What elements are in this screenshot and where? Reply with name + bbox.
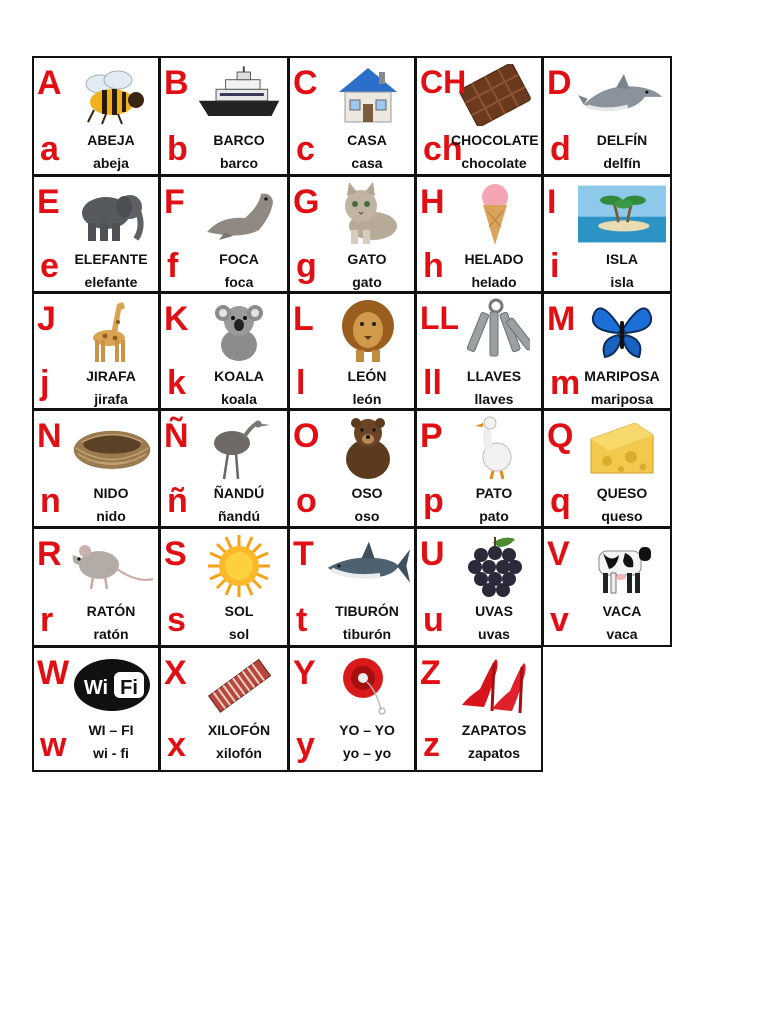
keys-icon xyxy=(451,298,539,364)
word-lowercase: chocolate xyxy=(461,155,527,171)
lowercase-letter: a xyxy=(40,130,59,168)
word-uppercase: TIBURÓN xyxy=(335,603,399,619)
lowercase-letter: v xyxy=(550,601,569,639)
letter-card xyxy=(288,646,416,772)
uppercase-letter: CH xyxy=(420,64,467,100)
word-lowercase: ratón xyxy=(93,626,129,642)
word-uppercase: LLAVES xyxy=(466,368,522,384)
lowercase-letter: m xyxy=(550,364,581,402)
word-lowercase: helado xyxy=(471,274,517,290)
bear-icon xyxy=(324,415,412,481)
word-uppercase: ABEJA xyxy=(87,132,135,148)
island-icon xyxy=(578,181,666,247)
uppercase-letter: V xyxy=(547,535,570,573)
word-lowercase: pato xyxy=(479,508,509,524)
nest-icon xyxy=(68,415,156,481)
lowercase-letter: h xyxy=(423,247,444,285)
shark-icon xyxy=(324,533,412,599)
letter-card xyxy=(288,409,416,528)
uppercase-letter: S xyxy=(164,535,187,573)
word-uppercase: XILOFÓN xyxy=(207,722,271,738)
lowercase-letter: e xyxy=(40,247,59,285)
uppercase-letter: Z xyxy=(420,654,441,692)
word-lowercase: koala xyxy=(221,391,257,407)
word-lowercase: vaca xyxy=(606,626,638,642)
letter-card xyxy=(542,409,672,528)
uppercase-letter: N xyxy=(37,417,62,455)
lowercase-letter: r xyxy=(40,601,54,639)
uppercase-letter: H xyxy=(420,183,445,221)
word-uppercase: BARCO xyxy=(213,132,265,148)
letter-card xyxy=(415,56,543,176)
lowercase-letter: l xyxy=(296,364,306,402)
uppercase-letter: R xyxy=(37,535,62,573)
wifi-logo-text: Wi xyxy=(83,677,109,699)
word-lowercase: oso xyxy=(354,508,380,524)
word-uppercase: GATO xyxy=(347,251,387,267)
letter-card xyxy=(159,646,289,772)
uppercase-letter: B xyxy=(164,64,189,102)
word-uppercase: YO – YO xyxy=(339,722,395,738)
uppercase-letter: Y xyxy=(293,654,316,692)
word-lowercase: delfín xyxy=(603,155,641,171)
letter-card xyxy=(415,409,543,528)
letter-card xyxy=(159,409,289,528)
word-uppercase: MARIPOSA xyxy=(584,368,660,384)
word-uppercase: LEÓN xyxy=(347,368,387,384)
uppercase-letter: Q xyxy=(547,417,574,455)
giraffe-icon xyxy=(68,298,156,364)
word-lowercase: yo – yo xyxy=(342,745,392,761)
word-lowercase: mariposa xyxy=(590,391,654,407)
lowercase-letter: c xyxy=(296,130,315,168)
letter-card xyxy=(288,56,416,176)
lowercase-letter: u xyxy=(423,601,444,639)
letter-card xyxy=(542,292,672,410)
lowercase-letter: j xyxy=(40,364,50,402)
letter-card xyxy=(32,409,160,528)
word-uppercase: SOL xyxy=(224,603,254,619)
cheese-icon xyxy=(578,415,666,481)
uppercase-letter: I xyxy=(547,183,557,221)
lowercase-letter: k xyxy=(167,364,186,402)
uppercase-letter: D xyxy=(547,64,572,102)
word-uppercase: FOCA xyxy=(219,251,259,267)
shoes-icon xyxy=(451,652,539,718)
word-uppercase: ZAPATOS xyxy=(461,722,527,738)
word-lowercase: ñandú xyxy=(218,508,260,524)
word-lowercase: gato xyxy=(352,274,382,290)
word-uppercase: CHOCOLATE xyxy=(451,132,539,148)
word-lowercase: elefante xyxy=(84,274,138,290)
wifi-logo-icon xyxy=(68,652,156,718)
word-lowercase: tiburón xyxy=(342,626,392,642)
lowercase-letter: ñ xyxy=(167,482,188,520)
lowercase-letter: p xyxy=(423,482,444,520)
word-lowercase: uvas xyxy=(478,626,510,642)
word-uppercase: ÑANDÚ xyxy=(213,485,265,501)
lowercase-letter: ch xyxy=(423,130,463,168)
uppercase-letter: A xyxy=(37,64,62,102)
dolphin-icon xyxy=(578,62,666,128)
ice-cream-icon xyxy=(451,181,539,247)
uppercase-letter: W xyxy=(37,654,70,692)
uppercase-letter: E xyxy=(37,183,60,221)
letter-card xyxy=(415,175,543,293)
letter-card xyxy=(542,175,672,293)
letter-card xyxy=(159,292,289,410)
lowercase-letter: z xyxy=(423,726,440,764)
letter-card xyxy=(542,56,672,176)
xylophone-icon xyxy=(195,652,283,718)
butterfly-icon xyxy=(578,298,666,364)
lowercase-letter: i xyxy=(550,247,560,285)
letter-card xyxy=(159,175,289,293)
word-uppercase: ISLA xyxy=(606,251,638,267)
uppercase-letter: L xyxy=(293,300,314,338)
duck-icon xyxy=(451,415,539,481)
letter-card xyxy=(159,527,289,647)
house-icon xyxy=(324,62,412,128)
lowercase-letter: t xyxy=(296,601,308,639)
word-lowercase: casa xyxy=(351,155,383,171)
uppercase-letter: F xyxy=(164,183,185,221)
lowercase-letter: b xyxy=(167,130,188,168)
lowercase-letter: n xyxy=(40,482,61,520)
word-uppercase: WI – FI xyxy=(88,722,134,738)
elephant-icon xyxy=(68,181,156,247)
word-uppercase: OSO xyxy=(351,485,383,501)
alphabet-chart xyxy=(32,56,676,777)
word-uppercase: PATO xyxy=(475,485,513,501)
word-uppercase: ELEFANTE xyxy=(74,251,148,267)
uppercase-letter: P xyxy=(420,417,443,455)
word-uppercase: HELADO xyxy=(464,251,524,267)
cow-icon xyxy=(578,533,666,599)
lowercase-letter: q xyxy=(550,482,571,520)
uppercase-letter: LL xyxy=(420,300,460,336)
lowercase-letter: ll xyxy=(423,364,442,402)
grapes-icon xyxy=(451,533,539,599)
bee-icon xyxy=(68,62,156,128)
letter-card xyxy=(542,527,672,647)
word-lowercase: llaves xyxy=(474,391,514,407)
word-lowercase: nido xyxy=(96,508,126,524)
uppercase-letter: C xyxy=(293,64,318,102)
letter-card xyxy=(32,646,160,772)
word-uppercase: UVAS xyxy=(475,603,513,619)
word-uppercase: RATÓN xyxy=(86,603,136,619)
lowercase-letter: d xyxy=(550,130,571,168)
letter-card xyxy=(32,56,160,176)
sun-icon xyxy=(195,533,283,599)
word-lowercase: isla xyxy=(610,274,634,290)
word-lowercase: barco xyxy=(219,155,259,171)
word-uppercase: VACA xyxy=(602,603,642,619)
uppercase-letter: G xyxy=(293,183,320,221)
word-lowercase: león xyxy=(352,391,382,407)
letter-card xyxy=(32,527,160,647)
word-lowercase: foca xyxy=(224,274,254,290)
lowercase-letter: x xyxy=(167,726,186,764)
word-uppercase: QUESO xyxy=(596,485,648,501)
letter-card xyxy=(32,175,160,293)
word-uppercase: JIRAFA xyxy=(86,368,136,384)
word-uppercase: KOALA xyxy=(214,368,264,384)
word-uppercase: NIDO xyxy=(93,485,129,501)
word-uppercase: DELFÍN xyxy=(596,132,648,148)
uppercase-letter: U xyxy=(420,535,445,573)
koala-icon xyxy=(195,298,283,364)
uppercase-letter: K xyxy=(164,300,189,338)
letter-card xyxy=(415,292,543,410)
yoyo-icon xyxy=(324,652,412,718)
ship-icon xyxy=(195,62,283,128)
word-lowercase: abeja xyxy=(93,155,129,171)
word-lowercase: zapatos xyxy=(467,745,521,761)
seal-icon xyxy=(195,181,283,247)
uppercase-letter: M xyxy=(547,300,576,338)
lowercase-letter: o xyxy=(296,482,317,520)
uppercase-letter: Ñ xyxy=(164,417,189,455)
word-uppercase: CASA xyxy=(347,132,387,148)
lowercase-letter: y xyxy=(296,726,315,764)
lowercase-letter: g xyxy=(296,247,317,285)
cat-icon xyxy=(324,181,412,247)
word-lowercase: jirafa xyxy=(94,391,128,407)
uppercase-letter: T xyxy=(293,535,314,573)
letter-card xyxy=(32,292,160,410)
uppercase-letter: J xyxy=(37,300,56,338)
letter-card xyxy=(159,56,289,176)
lowercase-letter: f xyxy=(167,247,179,285)
letter-card xyxy=(415,527,543,647)
uppercase-letter: X xyxy=(164,654,187,692)
wifi-logo-text: Fi xyxy=(120,677,138,699)
word-lowercase: queso xyxy=(601,508,643,524)
lowercase-letter: w xyxy=(40,726,67,764)
letter-card xyxy=(415,646,543,772)
letter-card xyxy=(288,527,416,647)
word-lowercase: wi - fi xyxy=(93,745,129,761)
lion-icon xyxy=(324,298,412,364)
uppercase-letter: O xyxy=(293,417,320,455)
rhea-icon xyxy=(195,415,283,481)
mouse-icon xyxy=(68,533,156,599)
lowercase-letter: s xyxy=(167,601,186,639)
letter-card xyxy=(288,175,416,293)
letter-card xyxy=(288,292,416,410)
word-lowercase: sol xyxy=(228,626,250,642)
word-lowercase: xilofón xyxy=(216,745,262,761)
